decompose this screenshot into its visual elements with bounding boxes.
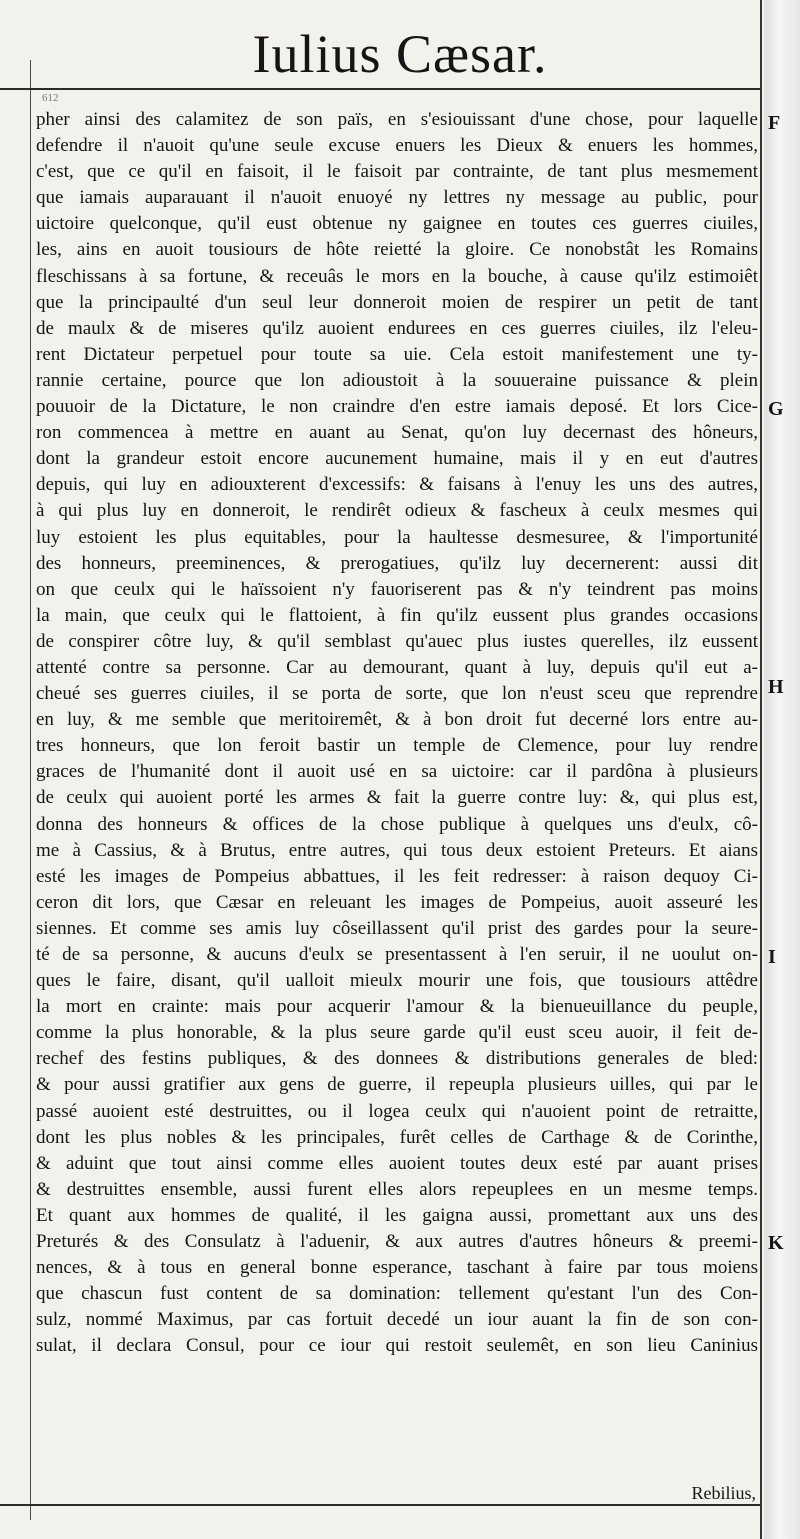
- text-line: ques le faire, disant, qu'il ualloit mieulx mourir une fois, que tousiours attêdre: [36, 970, 758, 992]
- margin-letter-i: I: [768, 946, 776, 968]
- text-line: de maulx & de miseres qu'ilz auoient endurees en ces guerres ciuiles, ilz l'eleu-: [36, 317, 758, 339]
- running-title: Iulius Cæsar.: [252, 24, 548, 84]
- text-line: passé auoient esté destruittes, ou il logea ceulx qui n'auoient point de retraitte,: [36, 1100, 758, 1122]
- text-line: siennes. Et comme ses amis luy côseillassent qu'il prist des gardes pour la seure-: [36, 917, 758, 939]
- text-line: Et quant aux hommes de qualité, il les gaigna aussi, promettant aux uns des: [36, 1204, 758, 1226]
- text-line: dont les plus nobles & les principales, furêt celles de Carthage & de Corinthe,: [36, 1126, 758, 1148]
- text-line: & destruittes ensemble, aussi furent elles alors repeuplees en un mesme temps.: [36, 1178, 758, 1200]
- text-line: ceron dit lors, que Cæsar en releuant les images de Pompeius, auoit asseuré les: [36, 891, 758, 913]
- text-line: que chascun fust content de sa domination: tellement qu'estant l'un des Con-: [36, 1283, 758, 1305]
- footer-rule: [0, 1504, 760, 1506]
- text-line: que la principaulté d'un seul leur donneroit moien de respirer un petit de tant: [36, 291, 758, 313]
- text-line: rechef des festins publiques, & des donnees & distributions generales de bled:: [36, 1048, 758, 1070]
- text-line: Preturés & des Consulatz à l'aduenir, & aux autres d'autres hôneurs & preemi-: [36, 1231, 758, 1253]
- text-line: des honneurs, preeminences, & prerogatiues, qu'ilz luy decernerent: aussi dit: [36, 552, 758, 574]
- text-line: comme la plus honorable, & la plus seure garde qu'il eust sceu auoir, il feit de-: [36, 1022, 758, 1044]
- text-line: sulat, il declara Consul, pour ce iour qui restoit seulemêt, en son lieu Caninius: [36, 1335, 758, 1357]
- text-line: en luy, & me semble que meritoiremêt, & à bon droit fut decerné lors entre au-: [36, 709, 758, 731]
- margin-letter-f: F: [768, 112, 781, 134]
- text-line: & pour aussi gratifier aux gens de guerre, il repeupla plusieurs uilles, qui par le: [36, 1074, 758, 1096]
- text-line: à qui plus luy en donneroit, le rendirêt odieux & fascheux à ceulx mesmes qui: [36, 500, 758, 522]
- text-line: luy estoient les plus equitables, pour la haultesse desmesuree, & l'importunité: [36, 526, 758, 548]
- header-rule: [0, 88, 760, 90]
- body-text: [36, 107, 758, 1360]
- text-line: pher ainsi des calamitez de son païs, en s'esiouissant d'une chose, pour laquelle: [36, 109, 758, 130]
- text-line: on que ceulx qui le haïssoient n'y fauoriserent pas & n'y teindrent pas moins: [36, 578, 758, 600]
- text-line: les, ains en auoit tousiours de hôte reietté la gloire. Ce nonobstât les Romains: [36, 239, 758, 261]
- text-line: rannie certaine, pource que lon adioustoit à la souueraine puissance & plein: [36, 369, 758, 391]
- text-line: la main, que ceulx qui le flattoient, à fin qu'ilz eussent plus grandes occasions: [36, 604, 758, 626]
- text-line: depuis, qui luy en adiouxterent d'excessifs: & faisans à l'enuy les uns des autres,: [36, 474, 758, 496]
- text-line: sulz, nommé Maximus, par cas fortuit decedé un iour auant la fin de son con-: [36, 1309, 758, 1331]
- text-line: fleschissans à sa fortune, & receuâs le mors en la bouche, à cause qu'ilz estimoiêt: [36, 265, 758, 287]
- text-line: c'est, que ce qu'il en faisoit, il le faisoit par contrainte, de tant plus mesmement: [36, 161, 758, 183]
- text-line: de conspirer côtre luy, & qu'il semblast qu'auec plus iustes querelles, ilz eussent: [36, 630, 758, 652]
- catchword: Rebilius,: [691, 1483, 756, 1503]
- text-line: attenté contre sa personne. Car au demourant, quant à luy, depuis qu'il eut a-: [36, 656, 758, 678]
- page-edge: [764, 0, 800, 1539]
- text-line: uictoire quelconque, qu'il eust obtenue ny gaignee en toutes ces guerres ciuiles,: [36, 213, 758, 235]
- text-line: ron commencea à mettre en auant au Senat, qu'on luy decernast des hôneurs,: [36, 422, 758, 444]
- text-line: rent Dictateur perpetuel pour toute sa uie. Cela estoit manifestement une ty-: [36, 343, 758, 365]
- margin-letter-k: K: [768, 1232, 784, 1254]
- page-note: 612: [42, 92, 59, 104]
- text-line: dont la grandeur estoit encore aucunement humaine, mais il y en eut d'autres: [36, 448, 758, 470]
- text-line: que iamais auparauant il n'auoit enuoyé ny lettres ny message au public, pour: [36, 187, 758, 209]
- text-line: & aduint que tout ainsi comme elles auoient toutes deux esté par auant prises: [36, 1152, 758, 1174]
- text-line: me à Cassius, & à Brutus, entre autres, qui tous deux estoient Preteurs. Et aians: [36, 839, 758, 861]
- text-line: de ceulx qui auoient porté les armes & fait la guerre contre luy: &, qui plus est,: [36, 787, 758, 809]
- text-line: donna des honneurs & offices de la chose publique à quelques uns d'eulx, cô-: [36, 813, 758, 835]
- margin-letter-g: G: [768, 398, 784, 420]
- text-line: esté les images de Pompeius abbattues, il les feit redresser: à raison dequoy Ci-: [36, 865, 758, 887]
- text-line: té de sa personne, & aucuns d'eulx se presentassent à l'en seruir, il ne uoulut on-: [36, 944, 758, 965]
- text-line: tres honneurs, que lon feroit bastir un temple de Clemence, pour luy rendre: [36, 735, 758, 757]
- text-line: cheué ses guerres ciuiles, il se porta de sorte, que lon n'eust sceu que reprendre: [36, 683, 758, 705]
- margin-letter-h: H: [768, 676, 784, 698]
- text-line: la mort en crainte: mais pour acquerir l'amour & la bienueuillance du peuple,: [36, 996, 758, 1018]
- text-line: graces de l'humanité dont il auoit usé en sa uictoire: car il pardôna à plusieurs: [36, 761, 758, 783]
- left-margin-rule: [30, 60, 31, 1520]
- right-margin-rule: [760, 0, 762, 1539]
- text-line: nences, & à tous en general bonne esperance, taschant à faire par tous moiens: [36, 1257, 758, 1279]
- text-line: defendre il n'auoit qu'une seule excuse enuers les Dieux & enuers les hommes,: [36, 135, 758, 157]
- text-line: pouuoir de la Dictature, le non craindre d'en estre iamais deposé. Et lors Cice-: [36, 396, 758, 418]
